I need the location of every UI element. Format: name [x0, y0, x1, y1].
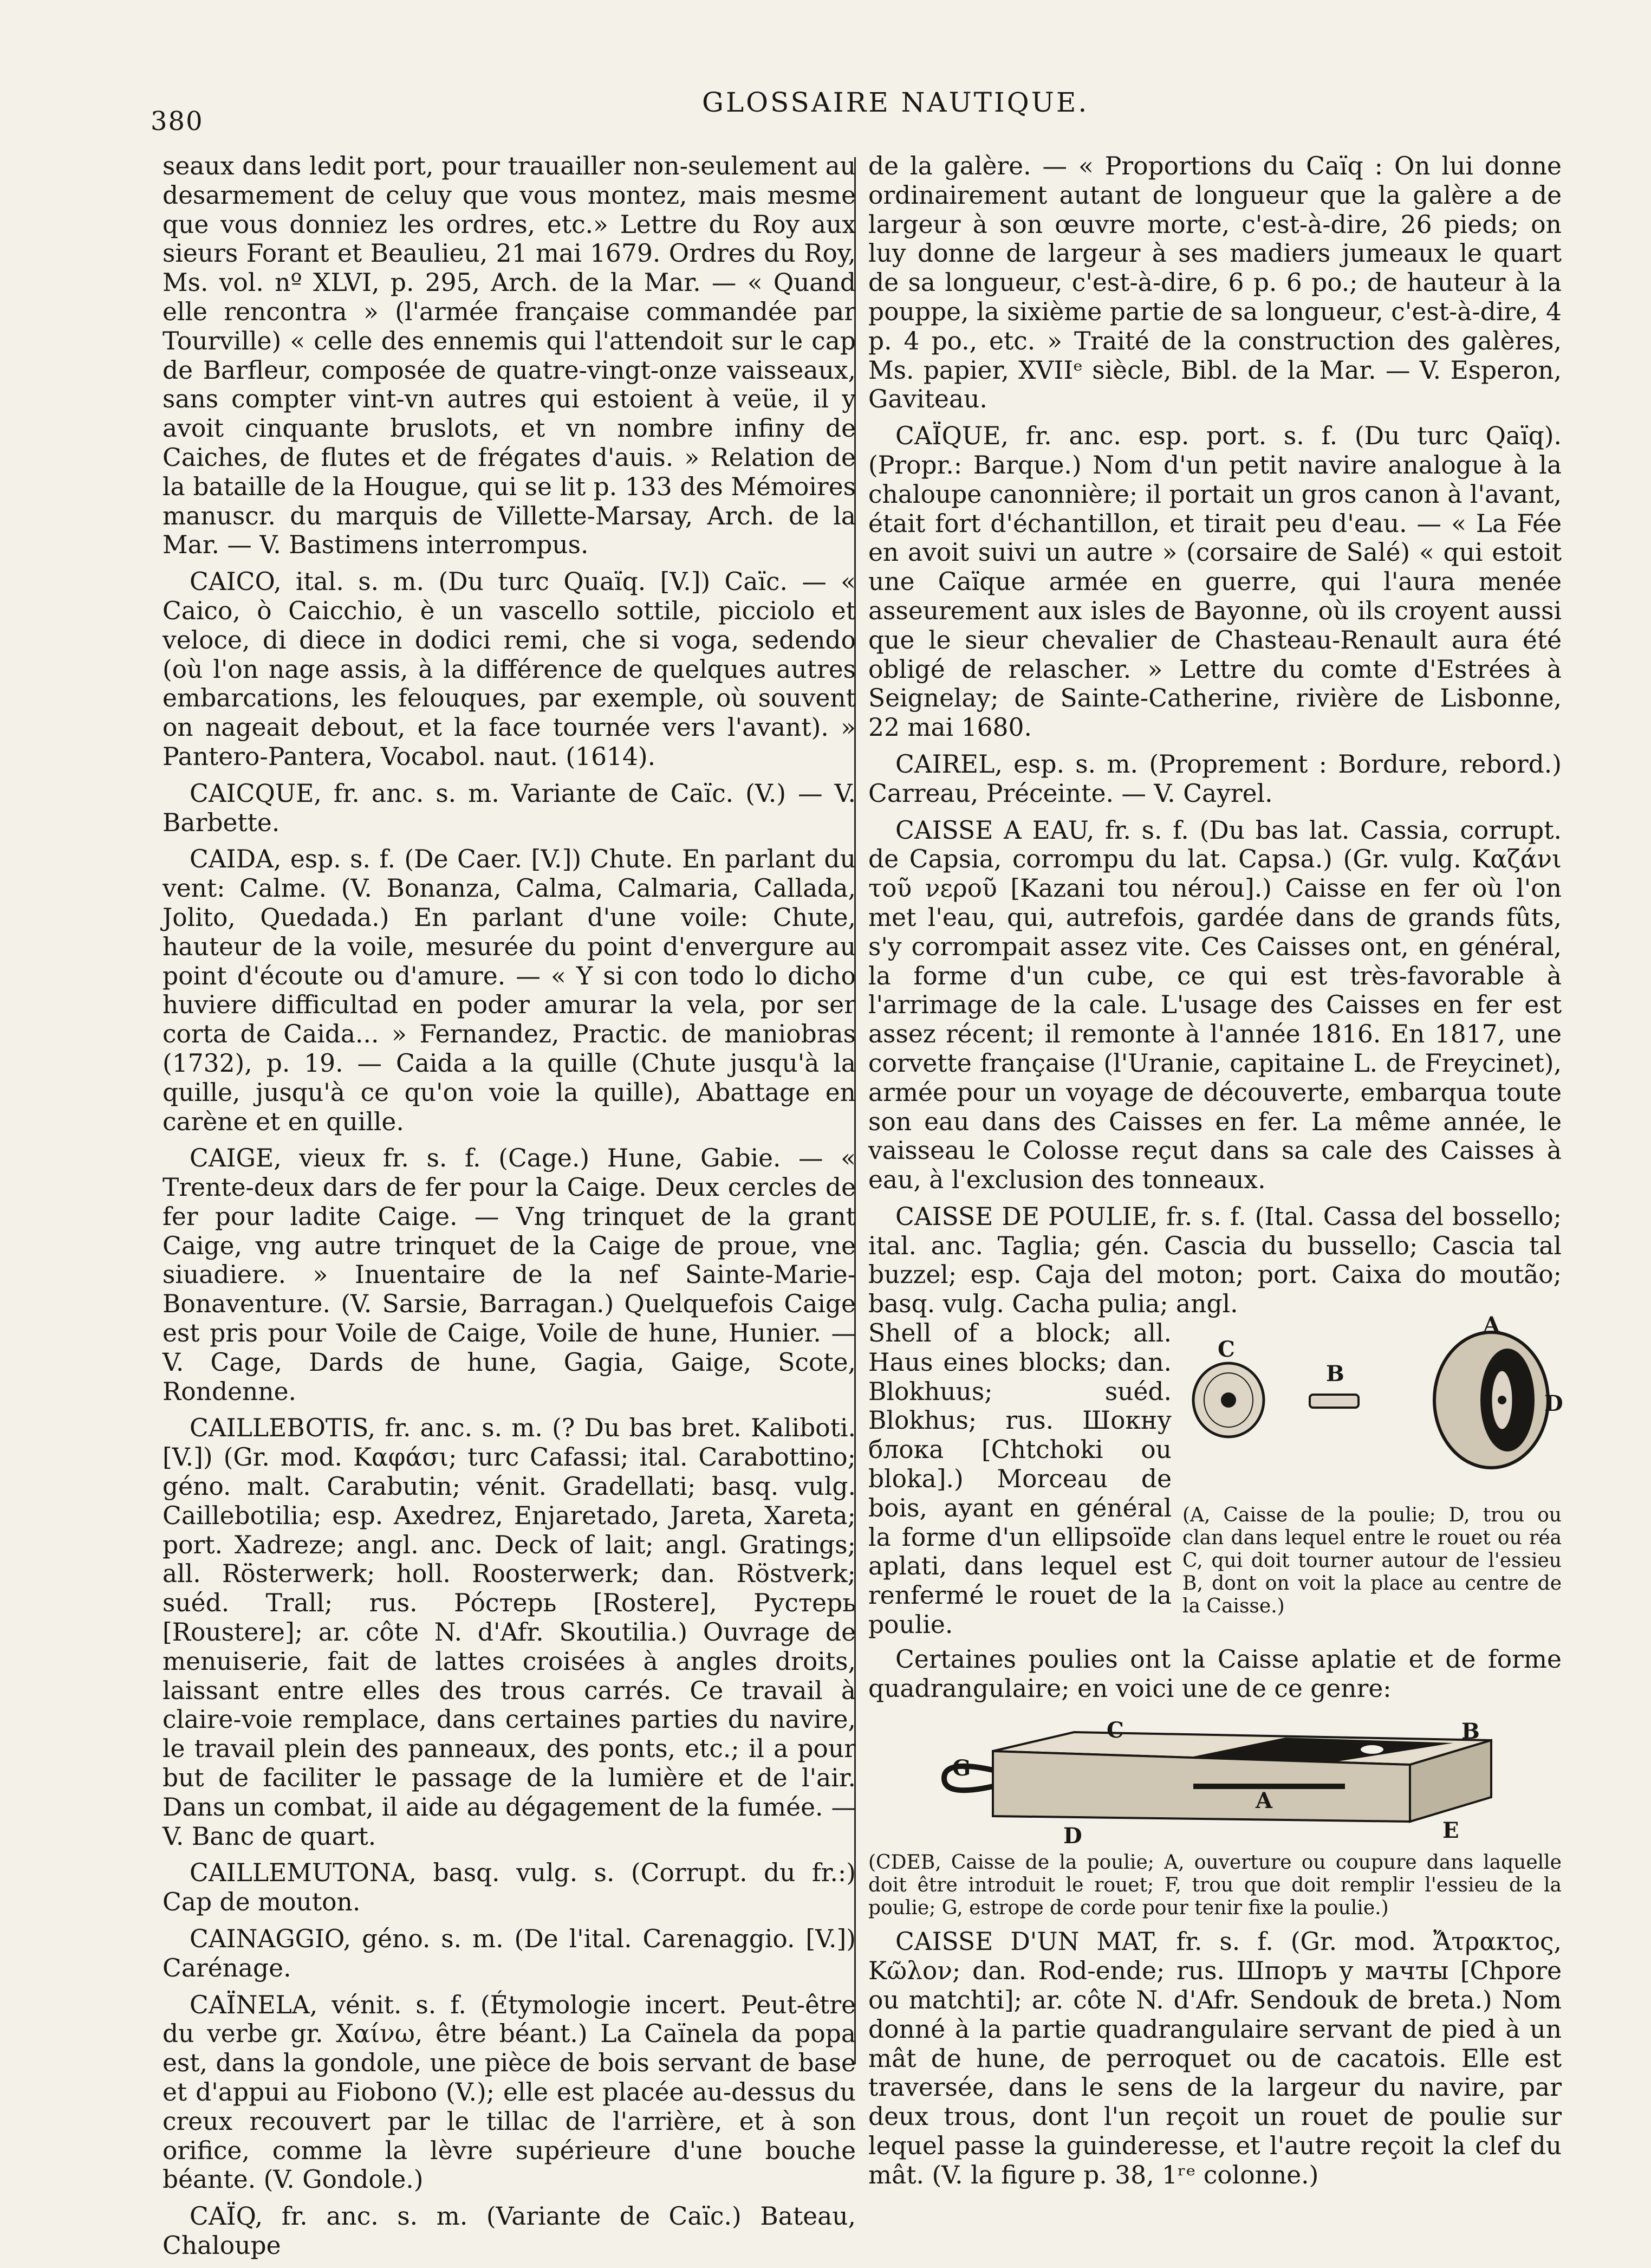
- page-number: 380: [151, 106, 204, 137]
- fig1-caption: (A, Caisse de la poulie; D, trou ou clan dans lequel entre le rouet ou réa C, qui doit tourner autour de l'essieu B, dont on voit la place au centre de la Caisse.): [1182, 1504, 1562, 1617]
- entry-caisse-de-poulie-tail: Certaines poulies ont la Caisse aplatie et de forme quadrangulaire; en voici une de ce genre:: [868, 1644, 1562, 1703]
- entry-caillemutona: CAILLEMUTONA, basq. vulg. s. (Corrupt. du fr.:) Cap de mouton.: [162, 1858, 856, 1917]
- fig2-label-b: B: [1461, 1719, 1480, 1745]
- fig2-label-e: E: [1442, 1818, 1459, 1844]
- right-column: [868, 152, 1562, 2198]
- entry-caico: CAICO, ital. s. m. (Du turc Quaïq. [V.]) Caïc. — « Caico, ò Caicchio, è un vascello sottile, picciolo et veloce, di diece in dodici remi, che si voga, sedendo (où l'on nage assis, à la différence de quelques autres embarcations, les felouques, par exemple, où souvent on nageait debout, et la face tournée vers l'avant). » Pantero-Pantera, Vocabol. naut. (1614).: [162, 567, 856, 771]
- fig2-label-f: F: [1338, 1739, 1354, 1765]
- left-column: [162, 152, 856, 2268]
- entry-caisse-de-poulie: CAISSE DE POULIE, fr. s. f. (Ital. Cassa del bossello; ital. anc. Taglia; gén. Cascia du bussello; Cascia tal buzzel; esp. Caja del moton; port. Caixa do moutão; basq. vulg. Cacha pulia; angl.: [868, 1202, 1562, 1319]
- entry-caisse-dun-mat: CAISSE D'UN MAT, fr. s. f. (Gr. mod. Ἄτρακτος, Κῶλον; dan. Rod-ende; rus. Шпоръ у мачты [Chpore ou matchti]; ar. côte N. d'Afr. Sendouk de breta.) Nom donné à la partie quadrangulaire servant de pied à un mât de hune, de perroquet ou de cacatois. Elle est traversée, dans le sens de la largeur du navire, par deux trous, dont l'un reçoit un rouet de poulie sur lequel passe la guinderesse, et l'autre reçoit la clef du mât. (V. la figure p. 38, 1ʳᵉ colonne.): [868, 1927, 1562, 2189]
- entry-cairel: CAIREL, esp. s. m. (Proprement : Bordure, rebord.) Carreau, Préceinte. — V. Cayrel.: [868, 749, 1562, 808]
- pulley-drawing: [1182, 1319, 1562, 1498]
- square-pulley-figure: [868, 1710, 1562, 1851]
- entry-caiq-continued: de la galère. — « Proportions du Caïq : On lui donne ordinairement autant de longueur que la galère a de largeur à son œuvre morte, c'est-à-dire, 26 pieds; on luy donne de largeur à ses madiers jumeaux le quart de sa longueur, c'est-à-dire, 6 p. 6 po.; de hauteur à la pouppe, la sixième partie de sa longueur, c'est-à-dire, 4 p. 4 po., etc. » Traité de la construction des galères, Ms. papier, XVIIᵉ siècle, Bibl. de la Mar. — V. Esperon, Gaviteau.: [868, 152, 1562, 414]
- fig2-label-d: D: [1063, 1823, 1082, 1849]
- entry-caisse-a-eau: CAISSE A EAU, fr. s. f. (Du bas lat. Cassia, corrupt. de Capsia, corrompu du lat. Capsa.) (Gr. vulg. Καζάνι τοῦ νεροῦ [Kazani tou nérou].) Caisse en fer où l'on met l'eau, qui, autrefois, gardée dans de grands fûts, s'y corrompait assez vite. Ces Caisses ont, en général, la forme d'un cube, ce qui est très-favorable à l'arrimage de la cale. L'usage des Caisses en fer est assez récent; il remonte à l'année 1816. En 1817, une corvette française (l'Uranie, capitaine L. de Freycinet), armée pour un voyage de découverte, embarqua toute son eau dans des Caisses en fer. La même année, le vaisseau le Colosse reçut dans sa cale des Caisses à eau, à l'exclusion des tonneaux.: [868, 815, 1562, 1195]
- fig1-label-d: D: [1544, 1391, 1563, 1417]
- entry-cainaggio: CAINAGGIO, géno. s. m. (De l'ital. Carenaggio. [V.]) Carénage.: [162, 1924, 856, 1982]
- pulley-figure: [1182, 1312, 1563, 1640]
- fig1-label-a: A: [1483, 1312, 1500, 1338]
- running-title: GLOSSAIRE NAUTIQUE.: [702, 87, 1089, 118]
- entry-caique: CAÏQUE, fr. anc. esp. port. s. f. (Du turc Qaïq). (Propr.: Barque.) Nom d'un petit navire analogue à la chaloupe canonnière; il portait un gros canon à l'avant, était fort d'échantillon, et tirait peu d'eau. — « La Fée en avoit suivi un autre » (corsaire de Salé) « qui estoit une Caïque armée en guerre, qui l'aura menée asseurement aux isles de Bayonne, où ils croyent aussi que le sieur chevalier de Chasteau-Renault aura été obligé de relascher. » Lettre du comte d'Estrées à Seignelay; de Sainte-Catherine, rivière de Lisbonne, 22 mai 1680.: [868, 422, 1562, 742]
- fig1-label-b: B: [1326, 1361, 1344, 1387]
- fig2-label-g: G: [952, 1755, 971, 1781]
- entry-caillebotis: CAILLEBOTIS, fr. anc. s. m. (? Du bas bret. Kaliboti. [V.]) (Gr. mod. Καφάσι; turc Cafassi; ital. Carabottino; géno. malt. Carabutin; vénit. Gradellati; basq. vulg. Caillebotilia; esp. Axedrez, Enjaretado, Jareta, Xareta; port. Xadreze; angl. anc. Deck of lait; angl. Gratings; all. Rösterwerk; holl. Roosterwerk; dan. Röstverk; suéd. Trall; rus. Рóстерь [Rostere], Рустерь [Roustere]; ar. côte N. d'Afr. Skoutilia.) Ouvrage de menuiserie, fait de lattes croisées à angles droits, laissant entre elles des trous carrés. Ce travail à claire-voie remplace, dans certaines parties du navire, le travail plein des panneaux, des ponts, etc.; il a pour but de faciliter le passage de la lumière et de l'air. Dans un combat, il aide au dégagement de la fumée. — V. Banc de quart.: [162, 1414, 856, 1851]
- entry-caige: CAIGE, vieux fr. s. f. (Cage.) Hune, Gabie. — « Trente-deux dars de fer pour la Caige. Deux cercles de fer pour ladite Caige. — Vng trinquet de la grant Caige, vng autre trinquet de la Caige de proue, vne siuadiere. » Inuentaire de la nef Sainte-Marie-Bonaventure. (V. Sarsie, Barragan.) Quelquefois Caige est pris pour Voile de Caige, Voile de hune, Hunier. — V. Cage, Dards de hune, Gagia, Gaige, Scote, Rondenne.: [162, 1144, 856, 1406]
- entry-cainela: CAÏNELA, vénit. s. f. (Étymologie incert. Peut-être du verbe gr. Χαίνω, être béant.) La Caïnela da popa est, dans la gondole, une pièce de bois servant de base et d'appui au Fiobono (V.); elle est placée au-dessus du creux recouvert par le tillac de l'arrière, et à son orifice, comme la lèvre supérieure d'une bouche béante. (V. Gondole.): [162, 1990, 856, 2194]
- entry-caida: CAIDA, esp. s. f. (De Caer. [V.]) Chute. En parlant du vent: Calme. (V. Bonanza, Calma, Calmaria, Callada, Jolito, Quedada.) En parlant d'une voile: Chute, hauteur de la voile, mesurée du point d'envergure au point d'écoute ou d'amure. — « Y si con todo lo dicho huviere difficultad en poder amurar la vela, por ser corta de Caida... » Fernandez, Practic. de maniobras (1732), p. 19. — Caida a la quille (Chute jusqu'à la quille, jusqu'à ce qu'on voie la quille), Abattage en carène et en quille.: [162, 845, 856, 1136]
- fig1-label-c: C: [1218, 1337, 1235, 1363]
- fig2-label-a: A: [1256, 1788, 1273, 1814]
- entry-caiq: CAÏQ, fr. anc. s. m. (Variante de Caïc.) Bateau, Chaloupe: [162, 2202, 856, 2260]
- entry-caicque: CAICQUE, fr. anc. s. m. Variante de Caïc. (V.) — V. Barbette.: [162, 779, 856, 837]
- fig2-label-c: C: [1107, 1718, 1124, 1744]
- entry-caisse-de-poulie-cont: Shell of a block; all. Haus eines blocks; dan. Blokhuus; suéd. Blokhus; rus. Шокну блока [Chtchoki ou bloka].) Morceau de bois, ayant en général la forme d'un ellipsoïde aplati, dans lequel est renfermé le rouet de la poulie.: [868, 1319, 1172, 1640]
- fig2-caption: (CDEB, Caisse de la poulie; A, ouverture ou coupure dans laquelle doit être introduit le rouet; F, trou que doit remplir l'essieu de la poulie; G, estrope de corde pour tenir fixe la poulie.): [868, 1851, 1562, 1920]
- entry-continuation: seaux dans ledit port, pour trauailler non-seulement au desarmement de celuy que vous montez, mais mesme que vous donniez les ordres, etc.» Lettre du Roy aux sieurs Forant et Beaulieu, 21 mai 1679. Ordres du Roy, Ms. vol. nº XLVI, p. 295, Arch. de la Mar. — « Quand elle rencontra » (l'armée française commandée par Tourville) « celle des ennemis qui l'attendoit sur le cap de Barfleur, composée de quatre-vingt-onze vaisseaux, sans compter vint-vn autres qui estoient à veüe, il y avoit cinquante bruslots, et vn nombre infiny de Caiches, de flutes et de frégates d'auis. » Relation de la bataille de la Hougue, qui se lit p. 133 des Mémoires manuscr. du marquis de Villette-Marsay, Arch. de la Mar. — V. Bastimens interrompus.: [162, 152, 856, 560]
